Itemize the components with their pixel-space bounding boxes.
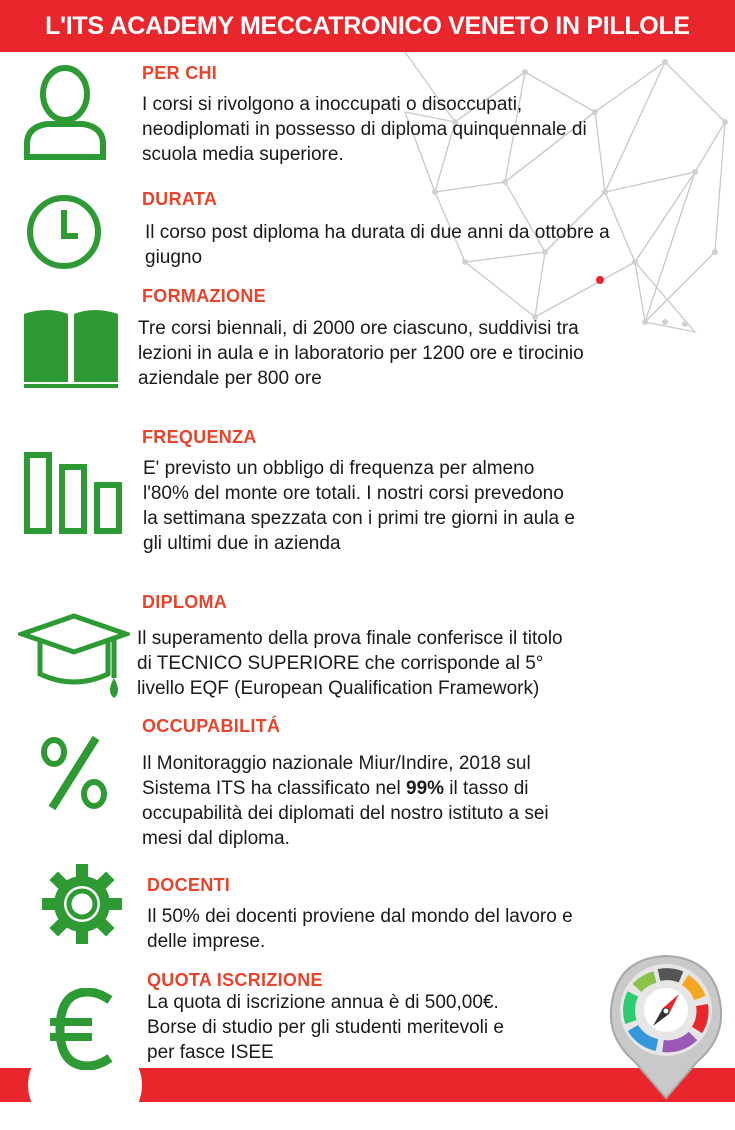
text-line: la settimana spezzata con i primi tre giorni in aula e	[143, 508, 575, 529]
text-line: Il 50% dei docenti proviene dal mondo del lavoro e	[147, 906, 573, 927]
highlight-percentage: 99%	[406, 778, 445, 799]
page-title: L'ITS ACADEMY MECCATRONICO VENETO IN PILLOLE	[45, 12, 690, 40]
text-line: giugno	[145, 247, 203, 268]
section-title-diploma: DIPLOMA	[142, 592, 228, 612]
text-line: lezioni in aula e in laboratorio per 1200 ore e tirocinio	[138, 343, 584, 364]
section-title-per-chi: PER CHI	[142, 63, 218, 83]
section-body-durata	[145, 220, 725, 270]
clock-icon	[24, 192, 104, 272]
bar-chart-icon	[24, 452, 124, 536]
text-line: gli ultimi due in azienda	[143, 533, 341, 554]
text-line: Borse di studio per gli studenti meritevoli e	[147, 1017, 504, 1038]
text-line: l'80% del monte ore totali. I nostri corsi prevedono	[143, 483, 564, 504]
text-line: Il Monitoraggio nazionale Miur/Indire, 2018 sul	[142, 753, 531, 774]
text-line: delle imprese.	[147, 931, 266, 952]
section-body-docenti	[147, 904, 707, 954]
section-title-frequenza: FREQUENZA	[142, 427, 257, 447]
text-line	[142, 776, 722, 801]
section-title-quota-iscrizione: QUOTA ISCRIZIONE	[147, 970, 323, 990]
section-body-diploma	[137, 626, 717, 701]
percent-icon	[38, 736, 110, 810]
section-body-frequenza	[143, 456, 703, 556]
text-line: di TECNICO SUPERIORE che corrisponde al 5°	[137, 653, 544, 674]
section-body-occupabilita	[142, 751, 722, 851]
graduation-cap-icon	[18, 612, 130, 704]
section-body-per-chi	[142, 92, 702, 167]
section-title-durata: DURATA	[142, 189, 218, 209]
text-line: I corsi si rivolgono a inoccupati o disoccupati,	[142, 94, 523, 115]
text-line: per fasce ISEE	[147, 1042, 274, 1063]
text-line: scuola media superiore.	[142, 144, 344, 165]
text-line: La quota di iscrizione annua è di 500,00€.	[147, 992, 499, 1013]
book-icon	[22, 306, 120, 388]
text-line: Il superamento della prova finale conferisce il titolo	[137, 628, 563, 649]
section-title-docenti: DOCENTI	[147, 875, 231, 895]
gear-icon	[40, 862, 124, 946]
text-line: neodiplomati in possesso di diploma quinquennale di	[142, 119, 587, 140]
text-line: aziendale per 800 ore	[138, 368, 322, 389]
text-line: livello EQF (European Qualification Framework)	[137, 678, 540, 699]
compass-pin-icon	[605, 950, 727, 1100]
text-segment: Sistema ITS ha classificato nel	[142, 778, 406, 799]
text-line: Tre corsi biennali, di 2000 ore ciascuno, suddivisi tra	[138, 318, 579, 339]
text-line: mesi dal diploma.	[142, 828, 290, 849]
section-title-occupabilita: OCCUPABILITÁ	[142, 716, 281, 736]
text-line: occupabilità dei diplomati del nostro istituto a sei	[142, 803, 549, 824]
section-body-formazione	[138, 316, 718, 391]
user-icon	[22, 62, 108, 162]
text-segment: il tasso di	[444, 778, 529, 799]
text-line: E' previsto un obbligo di frequenza per almeno	[143, 458, 535, 479]
euro-icon	[48, 988, 118, 1070]
section-body-quota-iscrizione	[147, 990, 597, 1065]
section-title-formazione: FORMAZIONE	[142, 286, 266, 306]
text-line: Il corso post diploma ha durata di due anni da ottobre a	[145, 222, 610, 243]
